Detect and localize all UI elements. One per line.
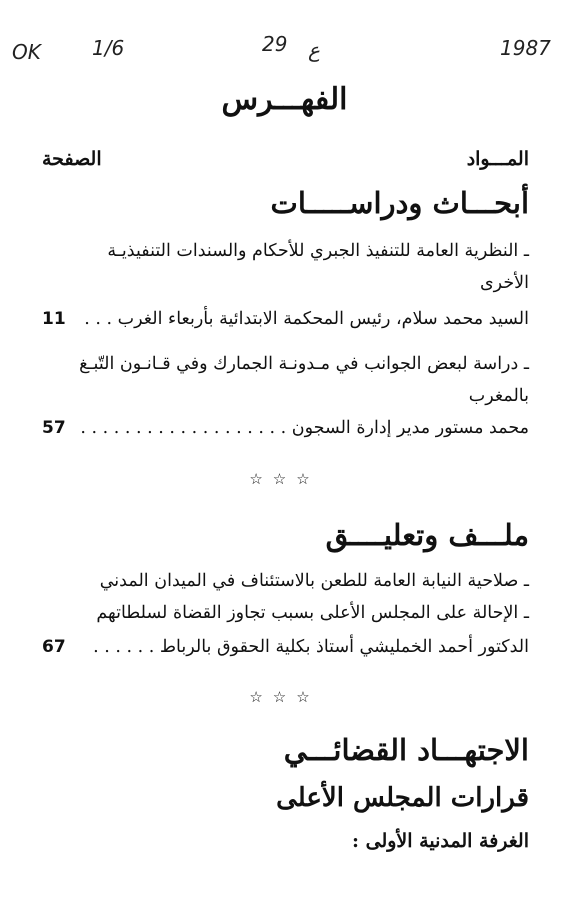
file-page-number: 67 — [42, 637, 66, 657]
section-separator-stars: ☆☆☆ — [249, 688, 320, 706]
first-civil-chamber-label: الغرفة المدنية الأولى : — [352, 830, 529, 852]
file-author: الدكتور أحمد الخمليشي أستاذ بكلية الحقوق بالرباط . . . . . . — [93, 637, 529, 657]
section-heading-research: أبحـــاث ودراســـــات — [270, 186, 529, 220]
handwritten-center-letter: ع — [308, 38, 320, 62]
handwritten-year: 1987 — [500, 36, 551, 60]
section-heading-jurisprudence: الاجتهـــاد القضائـــي — [283, 733, 529, 767]
file-author-row — [40, 637, 529, 667]
research-item2-page-number: 57 — [42, 418, 66, 438]
subheading-supreme-council-decisions: قرارات المجلس الأعلى — [276, 783, 529, 813]
handwritten-ok-mark: OK — [12, 40, 41, 64]
column-header-materials: المـــواد — [466, 148, 529, 170]
handwritten-fraction: 1/6 — [92, 36, 125, 60]
section-heading-file-commentary: ملـــف وتعليــــق — [325, 518, 529, 552]
section-separator-stars: ☆☆☆ — [249, 470, 320, 488]
research-item1-title-line2: الأخرى — [479, 273, 529, 293]
research-item1-title-line1: ـ النظرية العامة للتنفيذ الجبري للأحكام والسندات التنفيذيـة — [107, 241, 529, 261]
column-header-page: الصفحة — [42, 148, 102, 170]
research-item1-page-number: 11 — [42, 309, 66, 329]
file-item2: ـ الإحالة على المجلس الأعلى بسبب تجاوز القضاة لسلطاتهم — [96, 603, 529, 623]
research-item2-author-row — [40, 418, 529, 448]
research-item2-title-line1: ـ دراسة لبعض الجوانب في مـدونـة الجمارك وفي قـانـون التّبـغ — [79, 354, 529, 374]
research-item1-author: السيد محمد سلام، رئيس المحكمة الابتدائية بأربعاء الغرب . . . — [84, 309, 529, 329]
research-item2-author: محمد مستور مدير إدارة السجون . . . . . . . . . . . . . . . . . . . — [80, 418, 529, 438]
research-item2-title-line2: بالمغرب — [468, 386, 529, 406]
page-title: الفهـــرس — [221, 82, 348, 117]
research-item1-author-row — [40, 309, 529, 339]
handwritten-center-number: 29 — [262, 32, 288, 56]
file-item1: ـ صلاحية النيابة العامة للطعن بالاستئناف في الميدان المدني — [99, 571, 529, 591]
